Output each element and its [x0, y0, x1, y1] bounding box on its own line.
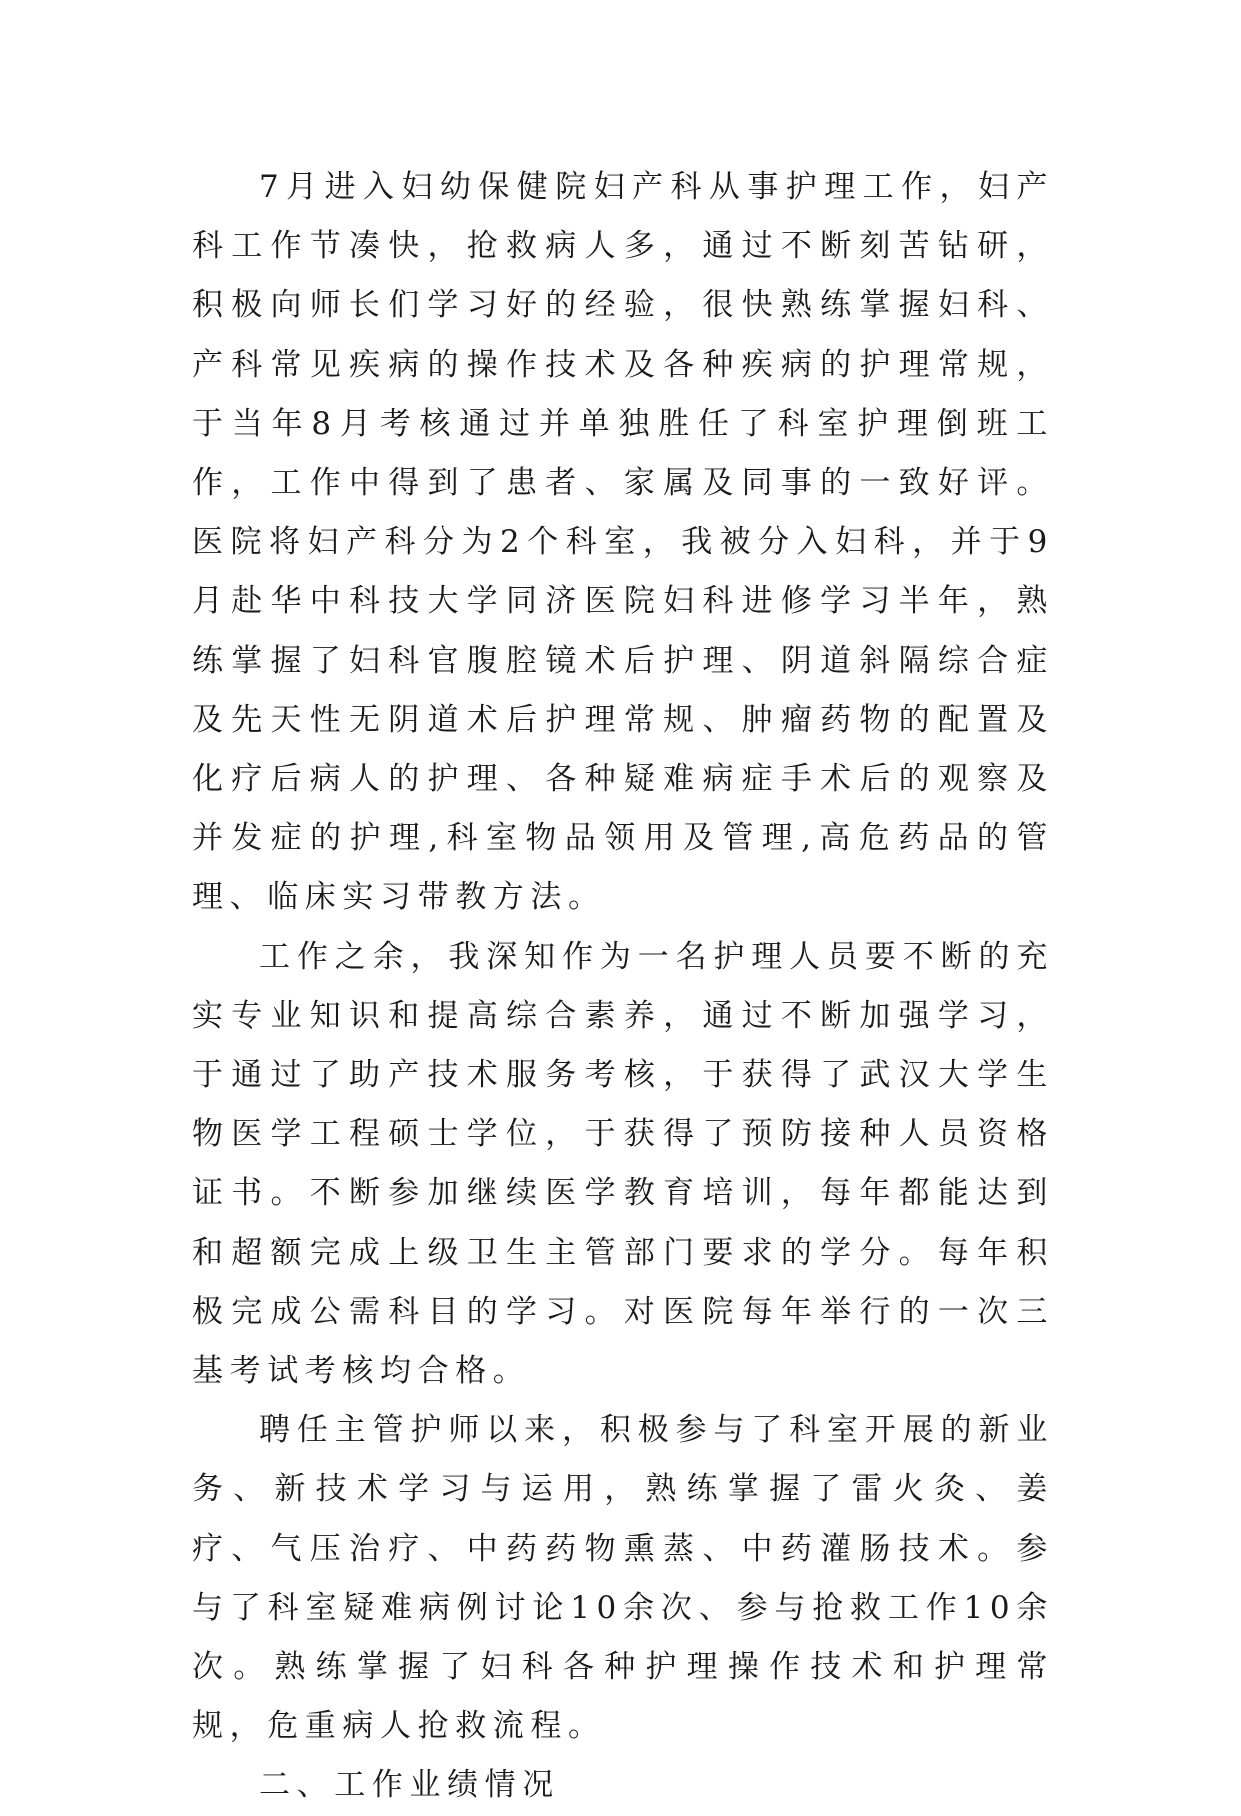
paragraph-1: 7月进入妇幼保健院妇产科从事护理工作，妇产科工作节凑快，抢救病人多，通过不断刻苦钻研，积极向师长们学习好的经验，很快熟练掌握妇科、产科常见疾病的操作技术及各种疾病的护理常规，于当年8月考核通过并单独胜任了科室护理倒班工作，工作中得到了患者、家属及同事的一致好评。医院将妇产科分为2个科室，我被分入妇科，并于9月赴华中科技大学同济医院妇科进修学习半年，熟练掌握了妇科官腹腔镜术后护理、阴道斜隔综合症及先天性无阴道术后护理常规、肿瘤药物的配置及化疗后病人的护理、各种疑难病症手术后的观察及并发症的护理,科室物品领用及管理,高危药品的管理、临床实习带教方法。	[192, 169, 1054, 916]
paragraph-3: 聘任主管护师以来，积极参与了科室开展的新业务、新技术学习与运用，熟练掌握了雷火灸、姜疗、气压治疗、中药药物熏蒸、中药灌肠技术。参与了科室疑难病例讨论10余次、参与抢救工作10余次。熟练掌握了妇科各种护理操作技术和护理常规，危重病人抢救流程。	[192, 1412, 1054, 1745]
section-heading: 二、工作业绩情况	[259, 1767, 560, 1804]
paragraph-2: 工作之余，我深知作为一名护理人员要不断的充实专业知识和提高综合素养，通过不断加强学习，于通过了助产技术服务考核，于获得了武汉大学生物医学工程硕士学位，于获得了预防接种人员资格证书。不断参加继续医学教育培训，每年都能达到和超额完成上级卫生主管部门要求的学分。每年积极完成公需科目的学习。对医院每年举行的一次三基考试考核均合格。	[192, 938, 1054, 1390]
document-body	[192, 158, 1054, 1816]
